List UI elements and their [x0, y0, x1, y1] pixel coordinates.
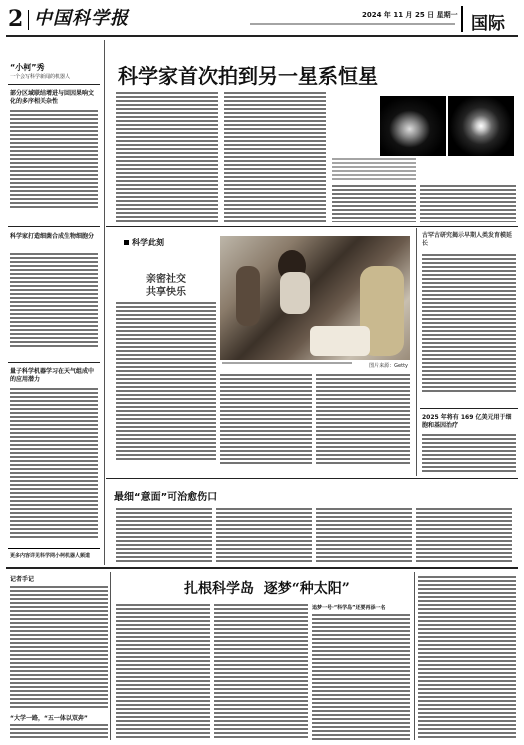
photo-caption: [222, 362, 408, 369]
star-image-left: [380, 96, 446, 156]
story-title: 科学家打造细菌合成生物细胞分: [10, 233, 95, 240]
lead-story: [108, 40, 518, 225]
story-title: 部分区域联结增进与回因果响文化的多序相关杂性: [10, 90, 95, 105]
section-name: 国际: [471, 14, 505, 34]
right-column: [420, 228, 518, 476]
story-title: 古罕古研究揭示早期人类发育模延长: [422, 232, 513, 247]
bottom-kicker: 记者手记: [10, 576, 35, 583]
bottom-sub-label: 追梦一号·“科学岛”还要再添一名: [312, 605, 386, 611]
photo-feature: [108, 228, 414, 476]
column-subtitle: 一个会写科学新闻的机器人: [10, 74, 71, 80]
page-number: 2: [8, 6, 24, 32]
feature-title-2: 共享快乐: [146, 287, 186, 298]
lead-headline: 科学家首次拍到另一星系恒星: [118, 64, 378, 88]
feature-photo: [220, 236, 410, 360]
bottom-left-subtitle: “大学一路，“五一体以双奔”: [10, 715, 88, 722]
left-column: [6, 40, 102, 565]
column-footer: 更多内容详见科学网小柯机器人频道: [8, 548, 100, 563]
mid-story: [108, 480, 518, 566]
photo-caption-text: 图片来源：Getty: [369, 363, 408, 369]
section-badge: [461, 6, 519, 32]
feature-label: [124, 237, 164, 248]
feature-title-1: 亲密社交: [146, 274, 186, 285]
star-image-right: [448, 96, 514, 156]
bottom-headline: 扎根科学岛 逐梦“种太阳”: [184, 581, 350, 597]
story-title: 量子科学机器学习在天气组成中的应用潜力: [10, 368, 95, 383]
paper-name: 中国科学报: [34, 8, 129, 29]
bottom-story: [6, 570, 518, 742]
masthead: [0, 0, 524, 38]
column-title: “小柯”秀: [10, 63, 45, 72]
story-title: 2025 年将有 169 亿美元用于细胞和基因治疗: [422, 414, 512, 429]
date-line: 2024 年 11 月 25 日 星期一: [362, 11, 458, 19]
feature-label-text: 科学此刻: [132, 238, 164, 247]
mid-headline: 最细“意面”可治愈伤口: [114, 492, 218, 503]
